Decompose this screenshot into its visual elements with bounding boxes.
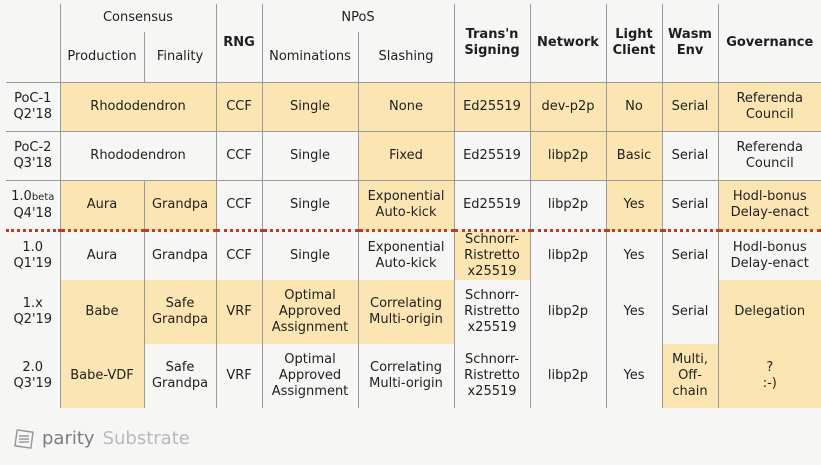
row-version (6, 280, 60, 344)
roadmap-table (6, 4, 821, 408)
governance-line: Referenda (736, 140, 804, 155)
production-cell: Babe (60, 280, 144, 344)
network-cell: libp2p (530, 132, 606, 181)
version-date: Q4'18 (13, 205, 53, 221)
nominations-cell (262, 280, 358, 344)
rng-cell: VRF (216, 280, 262, 344)
rng-cell: VRF (216, 344, 262, 408)
version-date: Q1'19 (13, 256, 53, 271)
table-row (6, 132, 821, 181)
signing-cell: Ed25519 (454, 181, 530, 231)
light-client-cell: Yes (606, 344, 662, 408)
version-date: Q3'18 (13, 156, 53, 171)
rng-cell: CCF (216, 181, 262, 231)
signing-cell (454, 344, 530, 408)
slashing-cell: None (358, 83, 454, 132)
wasm-env-line: Off- (678, 368, 702, 383)
nominations-cell: Single (262, 132, 358, 181)
watermark (14, 428, 190, 449)
slashing-line: Exponential (367, 189, 445, 204)
consensus-cell: Rhododendron (60, 132, 216, 181)
slashing-line: Correlating (370, 296, 442, 311)
nominations-line: Approved (278, 304, 342, 319)
signing-line: Schnorr- (464, 288, 520, 303)
governance-line: Council (745, 156, 794, 171)
slashing-cell (358, 181, 454, 231)
network-cell: libp2p (530, 181, 606, 231)
version-number: 1.0 (11, 188, 32, 204)
governance-cell (718, 344, 821, 408)
light-client-cell: No (606, 83, 662, 132)
governance-cell (718, 181, 821, 231)
signing-line: x25519 (467, 264, 517, 279)
row-version (6, 344, 60, 408)
finality-line: Grandpa (151, 376, 209, 391)
governance-cell (718, 231, 821, 281)
slashing-cell (358, 344, 454, 408)
table-row (6, 181, 821, 231)
version-label: PoC-2 (14, 140, 52, 155)
signing-cell: Ed25519 (454, 132, 530, 181)
version-label: 2.0 (22, 360, 44, 375)
row-version (6, 181, 60, 231)
header-wasm-env (662, 4, 718, 83)
slashing-line: Auto-kick (375, 205, 437, 220)
wasm-env-cell: Serial (662, 280, 718, 344)
governance-line: Referenda (736, 91, 804, 106)
watermark-brand: parity (42, 428, 95, 449)
parity-logo-icon (14, 429, 34, 449)
nominations-line: Optimal (284, 352, 336, 367)
slashing-line: Auto-kick (375, 256, 437, 271)
header-signing-line2: Signing (464, 43, 520, 58)
governance-cell (718, 83, 821, 132)
signing-cell (454, 280, 530, 344)
nominations-cell (262, 344, 358, 408)
header-consensus: Consensus (60, 4, 216, 32)
network-cell: dev-p2p (530, 83, 606, 132)
nominations-line: Approved (278, 368, 342, 383)
watermark-product: Substrate (102, 428, 190, 449)
slashing-line: Correlating (370, 360, 442, 375)
row-version (6, 132, 60, 181)
signing-cell: Ed25519 (454, 83, 530, 132)
network-cell: libp2p (530, 280, 606, 344)
network-cell: libp2p (530, 344, 606, 408)
header-corner (6, 4, 60, 32)
slashing-cell (358, 280, 454, 344)
header-governance: Governance (718, 4, 821, 83)
header-rng: RNG (216, 4, 262, 83)
version-label: 1.0 (22, 240, 44, 255)
finality-cell: Grandpa (144, 231, 216, 281)
production-cell: Aura (60, 231, 144, 281)
signing-line: Schnorr- (464, 232, 520, 247)
header-corner-2 (6, 32, 60, 83)
header-light-client-line2: Client (612, 43, 656, 58)
row-version (6, 83, 60, 132)
header-wasm-env-line2: Env (676, 43, 704, 58)
governance-line: Delay-enact (730, 205, 809, 220)
version-date: Q2'18 (13, 107, 53, 122)
nominations-line: Assignment (271, 320, 349, 335)
slashing-cell (358, 231, 454, 281)
row-version (6, 231, 60, 281)
header-slashing: Slashing (358, 32, 454, 83)
governance-cell (718, 132, 821, 181)
light-client-cell: Basic (606, 132, 662, 181)
finality-line: Safe (165, 360, 195, 375)
consensus-cell: Rhododendron (60, 83, 216, 132)
nominations-line: Assignment (271, 384, 349, 399)
slashing-line: Multi-origin (369, 312, 443, 327)
wasm-env-cell: Serial (662, 181, 718, 231)
table-row (6, 83, 821, 132)
signing-line: x25519 (467, 320, 517, 335)
signing-cell (454, 231, 530, 281)
finality-cell (144, 280, 216, 344)
table-row (6, 231, 821, 281)
rng-cell: CCF (216, 231, 262, 281)
header-finality: Finality (144, 32, 216, 83)
header-network: Network (530, 4, 606, 83)
nominations-cell: Single (262, 231, 358, 281)
version-label: PoC-1 (14, 91, 52, 106)
header-npos: NPoS (262, 4, 454, 32)
slashing-cell: Fixed (358, 132, 454, 181)
wasm-env-line: chain (672, 384, 708, 399)
version-suffix: beta (31, 191, 55, 203)
wasm-env-cell: Serial (662, 231, 718, 281)
table-row (6, 344, 821, 408)
governance-line: ? (766, 360, 774, 375)
header-wasm-env-line1: Wasm (668, 27, 712, 42)
network-cell: libp2p (530, 231, 606, 281)
finality-line: Grandpa (151, 312, 209, 327)
signing-line: Ristretto (464, 248, 520, 263)
finality-cell (144, 344, 216, 408)
signing-line: x25519 (467, 384, 517, 399)
light-client-cell: Yes (606, 181, 662, 231)
signing-line: Ristretto (464, 368, 520, 383)
slashing-line: Multi-origin (369, 376, 443, 391)
production-cell: Aura (60, 181, 144, 231)
governance-line: :-) (762, 376, 777, 391)
wasm-env-cell (662, 344, 718, 408)
wasm-env-line: Multi, (672, 352, 708, 367)
governance-cell: Delegation (718, 280, 821, 344)
production-cell: Babe-VDF (60, 344, 144, 408)
finality-cell: Grandpa (144, 181, 216, 231)
nominations-line: Optimal (284, 288, 336, 303)
governance-line: Hodl-bonus (732, 240, 807, 255)
signing-line: Ristretto (464, 304, 520, 319)
nominations-cell: Single (262, 181, 358, 231)
governance-line: Delay-enact (730, 256, 809, 271)
wasm-env-cell: Serial (662, 132, 718, 181)
slashing-line: Exponential (367, 240, 445, 255)
header-nominations: Nominations (262, 32, 358, 83)
header-signing-line1: Trans'n (465, 27, 519, 42)
version-date: Q3'19 (13, 376, 53, 391)
light-client-cell: Yes (606, 231, 662, 281)
rng-cell: CCF (216, 83, 262, 132)
light-client-cell: Yes (606, 280, 662, 344)
header-production: Production (60, 32, 144, 83)
version-label (8, 189, 58, 206)
governance-line: Hodl-bonus (732, 189, 807, 204)
header-light-client-line1: Light (615, 27, 653, 42)
header-signing (454, 4, 530, 83)
rng-cell: CCF (216, 132, 262, 181)
table-row (6, 280, 821, 344)
nominations-cell: Single (262, 83, 358, 132)
version-label: 1.x (22, 296, 43, 311)
header-light-client (606, 4, 662, 83)
finality-line: Safe (165, 296, 195, 311)
version-date: Q2'19 (13, 312, 53, 327)
governance-line: Council (745, 107, 794, 122)
wasm-env-cell: Serial (662, 83, 718, 132)
signing-line: Schnorr- (464, 352, 520, 367)
